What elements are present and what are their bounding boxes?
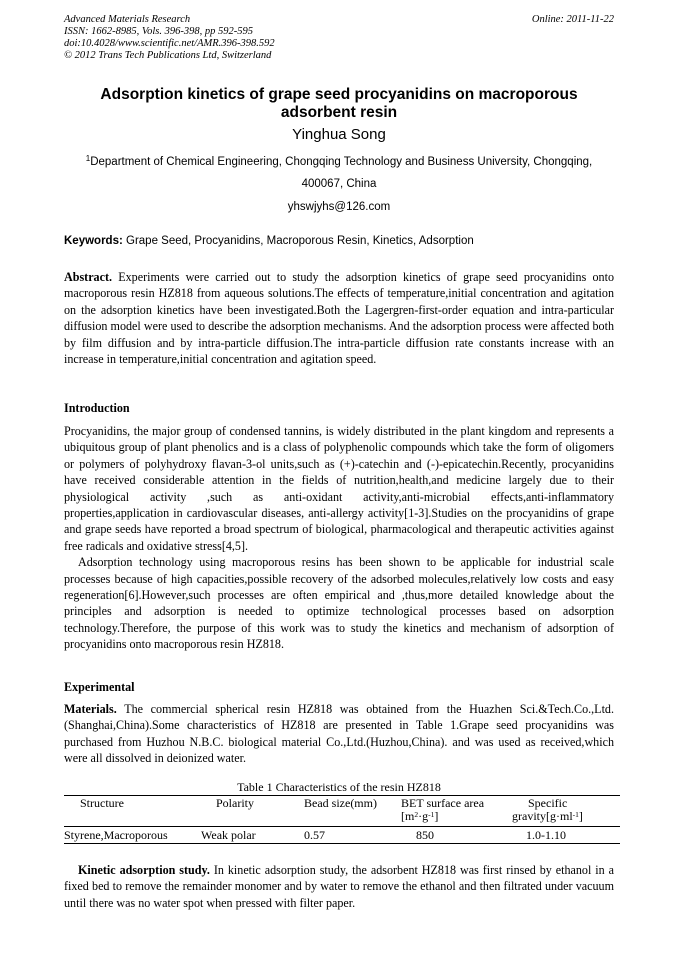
affiliation-line-1: Department of Chemical Engineering, Chongqing Technology and Business University, Chongqing,: [90, 156, 593, 168]
table-bottom-rule: [64, 843, 620, 844]
title-line-2: adsorbent resin: [280, 104, 398, 121]
affiliation: [64, 151, 614, 195]
journal-name: Advanced Materials Research: [64, 14, 191, 25]
kinetic-text: In kinetic adsorption study, the adsorbent HZ818 was first rinsed by ethanol in a fixed bed to remove the remainder monomer and by water to remove the ethanol and then filtrated under vacuum until there was no water spot when pressed with filter paper.: [64, 863, 615, 910]
materials-text: The commercial spherical resin HZ818 was obtained from the Huazhen Sci.&Tech.Co.,Ltd.(Shanghai,China).Some characteristics of HZ818 are presented in Table 1.Grape seed procyanidins was purchased from Huzhou N.B.C. biological material Co.,Ltd.(Huzhou,China). and was used as received,which were all dissolved in deionized water.: [64, 702, 614, 766]
title-line-1: Adsorption kinetics of grape seed procyanidins on macroporous: [100, 86, 578, 103]
journal-header: [64, 14, 275, 62]
table-cell-gravity: 1.0-1.10: [526, 828, 566, 842]
table-header-bead-size: Bead size(mm): [304, 796, 377, 810]
table-cell-bead-size: 0.57: [304, 828, 325, 842]
introduction-body: [64, 423, 614, 653]
materials-label: Materials.: [64, 702, 117, 716]
materials-paragraph: [64, 701, 614, 767]
table-caption: Table 1 Characteristics of the resin HZ818: [237, 780, 441, 794]
abstract-label: Abstract.: [64, 270, 113, 284]
table-header-gravity: [512, 797, 583, 823]
introduction-heading: Introduction: [64, 401, 130, 415]
doi-line: doi:10.4028/www.scientific.net/AMR.396-398.592: [64, 38, 275, 49]
keywords: [64, 235, 614, 247]
table-cell-bet: 850: [416, 828, 434, 842]
table-middle-rule: [64, 826, 620, 827]
bet-header-line-1: BET surface area: [401, 796, 485, 810]
gravity-header-unit: $gravity[g\cdot ml^{-1}]$: [512, 809, 583, 823]
online-date: Online: 2011-11-22: [531, 14, 614, 25]
copyright-line: © 2012 Trans Tech Publications Ltd, Switzerland: [64, 50, 272, 61]
introduction-paragraph-2: Adsorption technology using macroporous resins has been shown to be applicable for industrial scale processes because of high capacities,possible recovery of the adsorbed molecules,relatively low costs and easy regeneration[6].However,such processes are often empirical and ,thus,more detailed knowledge about the principles and adsorption is needed to optimize technological processes based on adsorption technology.Therefore, the purpose of this work was to study the kinetics and mechanism of adsorption of procyanidins onto macroporous resin HZ818.: [64, 555, 614, 652]
introduction-paragraph-1: Procyanidins, the major group of condensed tannins, is widely distributed in the plant kingdom and represents a ubiquitous group of plant phenolics and is a class of polyphenolic compounds which take the form of oligomers or polymers of polyhydroxy flavan-3-ol units,such as (+)-catechin and (-)-epicatechin.Recently, procyanidins have received considerable attention in the fields of nutrition,health,and medicine largely due to their physiological activity ,such as anti-oxidant activity,anti-microbial effects,anti-inflammatory properties,application in cardiovascular diseases, anti-allergy activity[1-3].Studies on the procyanidins of grape and grape seeds have reported a broad spectrum of biological, pharmacological and therapeutic activities against free radicals and oxidative stress[4,5].: [64, 424, 614, 553]
affiliation-mark: 1: [85, 154, 91, 163]
experimental-heading: Experimental: [64, 680, 135, 694]
affiliation-line-2: 400067, China: [301, 178, 377, 190]
issn-line: ISSN: 1662-8985, Vols. 396-398, pp 592-595: [64, 26, 253, 37]
author-email[interactable]: yhswjyhs@126.com: [287, 201, 391, 213]
table-header-structure: Structure: [80, 796, 124, 810]
table-cell-structure: Styrene,Macroporous: [64, 828, 168, 842]
author-name: Yinghua Song: [292, 126, 386, 143]
table-cell-polarity: Weak polar: [201, 828, 256, 842]
paper-title: [64, 86, 614, 122]
bet-header-unit: $[m^2\cdot g^{-1}]$: [401, 809, 439, 823]
abstract-text: Experiments were carried out to study the adsorption kinetics of grape seed procyanidins onto macroporous resin HZ818 from aqueous solutions.The effects of temperature,initial concentration and agitation on the adsorption kinetics have been investigated.Both the Lagergren-first-order equation and intra-particular diffusion model were used to describe the adsorption mechanisms. And the adsorption process were affected both by film diffusion and by intra-particle diffusion.The intra-particle diffusion rate constants increase with an increase in temperature,initial concentration and agitation speed.: [64, 270, 614, 367]
gravity-header-line-1: Specific: [528, 796, 568, 810]
keywords-text: Grape Seed, Procyanidins, Macroporous Resin, Kinetics, Adsorption: [126, 235, 474, 247]
kinetic-label: Kinetic adsorption study.: [78, 863, 210, 877]
table-header-polarity: Polarity: [216, 796, 254, 810]
table-header-bet: [401, 797, 484, 823]
abstract-section: [64, 269, 614, 367]
keywords-label: Keywords:: [64, 235, 123, 247]
kinetic-paragraph: [64, 862, 614, 911]
